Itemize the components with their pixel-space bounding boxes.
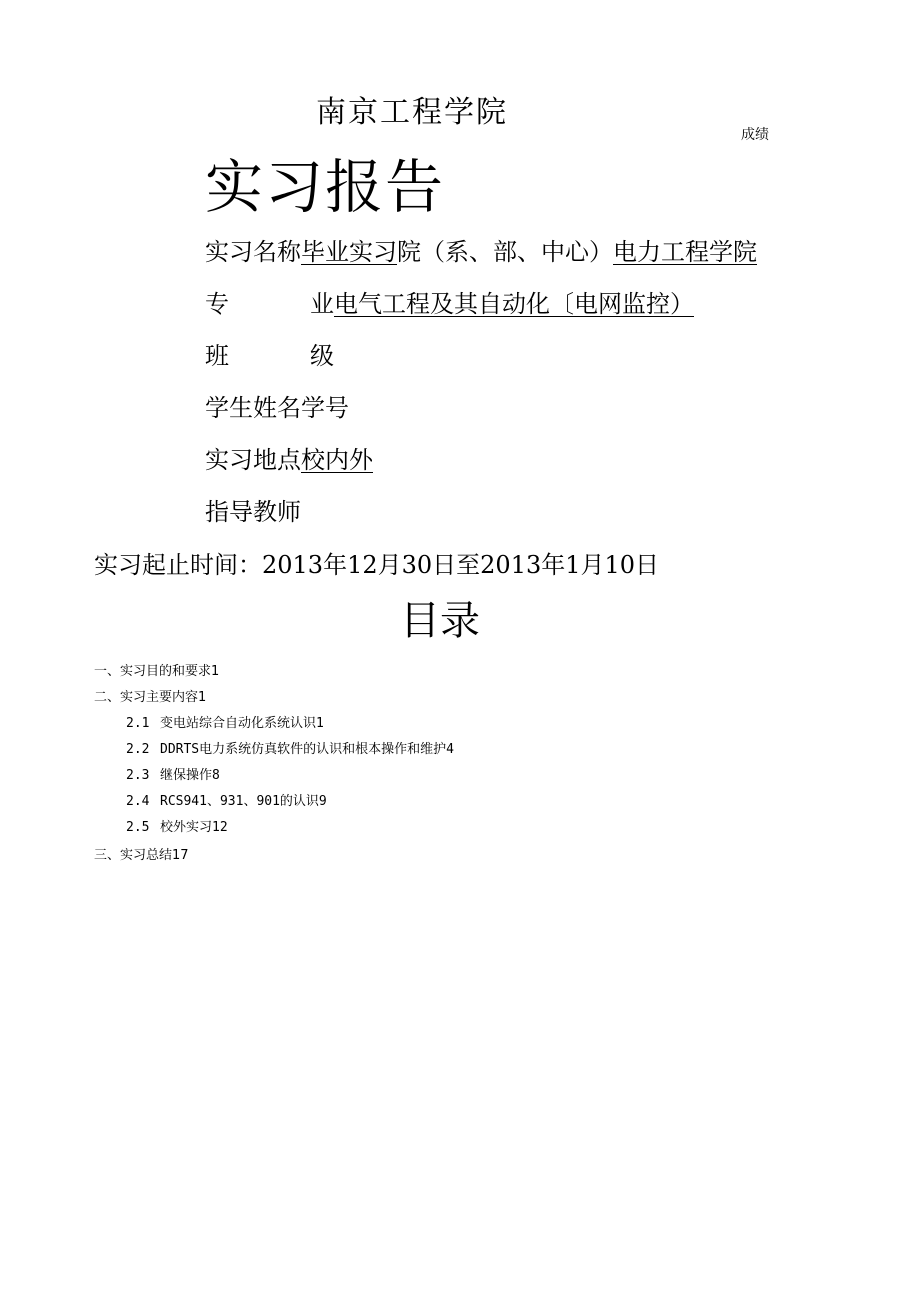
student-name-label: 学生姓名 bbox=[205, 394, 301, 422]
toc-item-number: 2.4 bbox=[126, 794, 150, 809]
toc-item-number: 2.1 bbox=[126, 716, 150, 731]
major-label-second-char: 业 bbox=[310, 290, 334, 318]
place-value: 校内外 bbox=[301, 446, 373, 474]
internship-name-label: 实习名称 bbox=[205, 238, 301, 266]
toc-item[interactable] bbox=[126, 821, 228, 834]
toc-item-number: 2.5 bbox=[126, 820, 150, 835]
place-label: 实习地点 bbox=[205, 446, 301, 474]
grade-label: 成绩 bbox=[741, 127, 769, 143]
major-value: 电气工程及其自动化〔电网监控） bbox=[334, 290, 694, 318]
toc-item-text: 继保操作8 bbox=[160, 768, 220, 783]
toc-item-text: 一、实习目的和要求1 bbox=[94, 664, 220, 679]
toc-item-text: 三、实习总结17 bbox=[94, 848, 189, 863]
teacher-row bbox=[205, 500, 301, 524]
student-row bbox=[205, 396, 349, 420]
toc-item-text: DDRTS电力系统仿真软件的认识和根本操作和维护4 bbox=[160, 742, 454, 757]
internship-name-value: 毕业实习 bbox=[301, 238, 397, 266]
major-row bbox=[205, 290, 694, 318]
teacher-label: 指导教师 bbox=[205, 498, 301, 526]
toc-title: 目录 bbox=[400, 598, 480, 644]
toc-item[interactable] bbox=[126, 795, 327, 808]
toc-item-text: RCS941、931、901的认识9 bbox=[160, 794, 327, 809]
department-value: 电力工程学院 bbox=[613, 238, 757, 266]
toc-item[interactable] bbox=[126, 743, 454, 756]
toc-item-text: 二、实习主要内容1 bbox=[94, 690, 207, 705]
school-name: 南京工程学院 bbox=[316, 95, 508, 130]
department-label: 院（系、部、中心） bbox=[397, 238, 613, 266]
toc-item[interactable] bbox=[94, 665, 219, 678]
place-row bbox=[205, 448, 373, 472]
toc-item[interactable] bbox=[94, 849, 189, 862]
toc-item-number: 2.2 bbox=[126, 742, 150, 757]
report-title: 实习报告 bbox=[205, 153, 446, 221]
student-id-label: 学号 bbox=[301, 394, 349, 422]
class-row bbox=[205, 342, 334, 370]
internship-period: 实习起止时间：2013年12月30日至2013年1月10日 bbox=[94, 551, 660, 579]
toc-item[interactable] bbox=[126, 769, 220, 782]
major-label-first-char: 专 bbox=[205, 290, 229, 318]
toc-item[interactable] bbox=[126, 717, 324, 730]
class-label-second-char: 级 bbox=[310, 342, 334, 370]
internship-name-row bbox=[205, 240, 757, 264]
toc-item-number: 2.3 bbox=[126, 768, 150, 783]
toc-item-text: 变电站综合自动化系统认识1 bbox=[160, 716, 324, 731]
class-label-first-char: 班 bbox=[205, 342, 229, 370]
toc-item[interactable] bbox=[94, 691, 206, 704]
toc-item-text: 校外实习12 bbox=[160, 820, 228, 835]
